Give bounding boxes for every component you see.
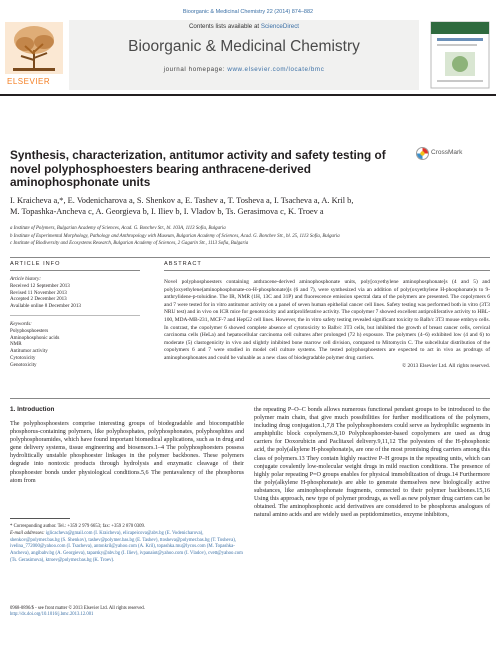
corresponding-author: * Corresponding author. Tel.: +359 2 979 6653; fax: +359 2 870 0309. — [10, 524, 146, 529]
keyword-item: NMR — [10, 341, 22, 348]
info-rule — [10, 270, 140, 271]
footnote-block — [10, 524, 244, 565]
journal-cover-image — [427, 20, 493, 90]
email-prefix: E-mail addresses: — [10, 530, 46, 536]
abstract-rule — [164, 270, 490, 271]
keywords-block — [10, 321, 140, 369]
affiliation-a: a Institute of Polymers, Bulgarian Academy of Sciences, Acad. G. Bonchev Str., bl. 103A, 1113 Sofia, Bulgaria — [10, 226, 226, 231]
keyword-item: Cytotoxicity — [10, 354, 36, 361]
article-history — [10, 276, 140, 310]
affiliation-list — [10, 225, 490, 248]
affiliation-c: c Institute of Biodiversity and Ecosystems Research, Bulgarian Academy of Sciences, 2 Gagarin Str., 1113 Sofia, Bulgaria — [10, 241, 249, 247]
sciencedirect-link[interactable]: ScienceDirect — [260, 23, 300, 30]
history-label: Article history: — [10, 276, 41, 282]
email-addresses — [10, 531, 244, 565]
article-info-heading: ARTICLE INFO — [10, 261, 61, 267]
journal-banner — [69, 20, 419, 90]
history-revised: Revised 11 November 2013 — [10, 289, 67, 296]
author-list — [10, 195, 490, 217]
history-online: Available online 8 December 2013 — [10, 303, 81, 310]
introduction-heading: 1. Introduction — [10, 406, 55, 413]
keyword-item: Antitumor activity — [10, 348, 48, 355]
contents-prefix: Contents lists available at — [188, 23, 261, 30]
journal-name: Bioorganic & Medicinal Chemistry — [128, 38, 360, 55]
keyword-item: Polyphosphoesters — [10, 327, 49, 334]
journal-citation[interactable]: Bioorganic & Medicinal Chemistry 22 (2014) 874–882 — [182, 9, 314, 15]
body-rule — [10, 398, 490, 399]
keywords-label: Keywords: — [10, 321, 32, 327]
abstract-heading: ABSTRACT — [164, 261, 202, 267]
abstract-copyright: © 2013 Elsevier Ltd. All rights reserved. — [402, 362, 490, 369]
page-footer — [10, 606, 145, 619]
journal-homepage — [69, 66, 419, 73]
publisher-name: ELSEVIER — [7, 77, 51, 86]
author-line-1: I. Kraicheva a,*, E. Vodenicharova a, S. Shenkov a, E. Tashev a, T. Tosheva a, I. Tsacheva a, A. Kril b, — [10, 196, 354, 205]
homepage-link[interactable]: www.elsevier.com/locate/bmc — [227, 66, 325, 73]
crossmark-badge[interactable] — [416, 146, 486, 162]
keywords-rule — [10, 315, 140, 316]
header-rule — [0, 94, 496, 96]
affiliation-b: b Institute of Experimental Morphology, Pathology and Anthropology with Museum, Bulgarian Academy of Sciences, Acad. G. Bonchev Str., bl. 25, 1113 Sofia, Bulgaria — [10, 233, 340, 239]
history-received: Received 12 September 2013 — [10, 282, 70, 289]
footnote-rule — [10, 518, 70, 519]
abstract-text: Novel polyphosphoesters containing anthracene-derived aminophosphonate units, poly[oxyethylene aminophosphonate]s (4 and 5) and poly[oxyethylene(aminophosphonate-co-H-phosphonate)]s (6 and 7), were synthesized via an addition of poly(oxyethylene H-phosphonate)s to 9-anthrylidene-p-toluidine. The IR, NMR (1H, 13C and 31P) and fluorescence emission spectral data of the polymers are presented. The copolymers 6 and 7 were tested for in vitro antitumor activity on a panel of seven human epithelial cancer cell lines. Safety testing was performed both in vitro (3T3 NRU test) and in vivo on ICR mice for genotoxicity and antiproliferative activity. The copolymer 7 showed excellent antiproliferative activity to HBL-100, MDA-MB-231, MCF-7 and HepG2 cell lines. However, the in vitro safety testing revealed significant toxicity to Balb/c 3T3 mouse embryo cells. In contrast, the copolymer 6 showed complete absence of cytotoxicity to Balb/c 3T3 cells, but inhibited the growth of breast cancer cells, cervical carcinoma cells (HeLa) and hepatocellular carcinoma cell cultures after prolonged (72 h) exposure. The polymers (4–6) exhibited low (4 and 6) to moderate (5) clastogenicity in vivo and slightly inhibited bone marrow cell division, compared to Mitomycin C. The subcellular distribution of the copolymers 6 and 7 were studied in model cell culture systems. The tested polyphosphoesters are expected to act in vivo as prodrugs of aminophosphonates and could be valuable as a new class of biodegradable polymer drug carriers. — [164, 279, 490, 361]
crossmark-icon — [416, 147, 429, 160]
article-title: Synthesis, characterization, antitumor activity and safety testing of novel polyphosphoesters bearing anthracene-derived aminophosphonate units — [10, 148, 386, 189]
author-line-2: M. Topashka-Ancheva c, A. Georgieva b, I. Iliev b, I. Vladov b, Ts. Gerasimova c, K. Troev a — [10, 207, 324, 216]
history-accepted: Accepted 2 December 2013 — [10, 296, 67, 303]
intro-right-column: the repeating P–O–C bonds allows numerous functional pendant groups to be introduced to the polymer main chain, that give much possibilities for further modifications of the polymers, including drug conjugation.1,7,8 The polyphosphoesters could serve as hydrophilic segments in amphiphilic block copolymers.9,10 Polyphosphoester-based copolymers are used as drug carriers for Doxorubicin and Paclitaxel delivery.9,11,12 The polyesters of the H-phosphonic acid, the poly(alkylene H-phosphonate)s, are one of the most promising drug carriers among this class of polymers.13 They contain highly reactive P–H groups in the repeating units, which can conjugate covalently low-molecular weight drugs in mild reaction conditions. The presence of highly polar repeating P=O groups enables for physical immobilization of drugs.14 Furthermore the poly(alkylene H-phosphonate)s are able to generate themselves new biologically active substances, like aminophosphonate fragments, connected to their polymer backbones.15,16 Using this approach, new type of polymer prodrugs, as well as new polymer drug carriers can be obtained. The aminophosphonic acid derivatives are considered to be phosphorus analogues of natural amino acids and are widely used as peptidomimetics, enzyme inhibitors, — [254, 407, 490, 519]
contents-line — [69, 23, 419, 30]
keyword-item: Genotoxicity — [10, 361, 37, 368]
abstract-body — [164, 279, 490, 370]
intro-left-column: The polyphosphoesters comprise interesting groups of biodegradable and biocompatible phosphorus-containing polymers, like polyphosphates, polyphosphonates, polyphosphites and polyphosphoramides, which have found important biomedical applications, such as in drug and gene delivery systems, tissue engineering and biosensors.1–4 The polyphosphoesters possess hydrolitically unstable phosphoester linkages in the polymer backbones. These polymers degrade into nontoxic products through hydrolysis and enzymatic cleavage of their phosphoester bonds under physiological conditions.5,6 The pentavalency of the phosphorus atom from — [10, 421, 244, 484]
issn-line: 0968-0896/$ - see front matter © 2013 Elsevier Ltd. All rights reserved. — [10, 606, 145, 611]
journal-header — [3, 20, 493, 90]
section-rule — [10, 257, 490, 258]
crossmark-label: CrossMark — [431, 149, 463, 156]
keyword-item: Aminophosphonic acids — [10, 334, 60, 341]
journal-cover-thumbnail — [427, 20, 493, 90]
elsevier-tree-icon — [3, 20, 65, 76]
homepage-prefix: journal homepage: — [163, 66, 228, 73]
elsevier-logo — [3, 20, 65, 90]
email-links[interactable]: iglicacheva@gmail.com (I. Kraicheva), elicapeicova@abv.bg (E. Vodenicharova), shenkov@polymer.bas.bg (S. Shenkov), tashev@polymer.bas.bg (E. Tashev), ttosheva@polymer.bas.bg (T. Tosheva), ivelina_772000@yahoo.com (I. Tsacheva), antonkril@yahoo.com (A. Kril), topashka.mu@lycos.com (M. Topashka-Ancheva), angibabv.bg (A. Georgieva), taparsky@abv.bg (I. Iliev), ivpanaiot@yahoo.com (I. Vladov), cvett@yahoo.com (Ts. Gerasimova), ktroev@polymer.bas.bg (K. Troev). — [10, 530, 243, 563]
doi-link[interactable]: http://dx.doi.org/10.1016/j.bmc.2013.12.001 — [10, 612, 94, 618]
